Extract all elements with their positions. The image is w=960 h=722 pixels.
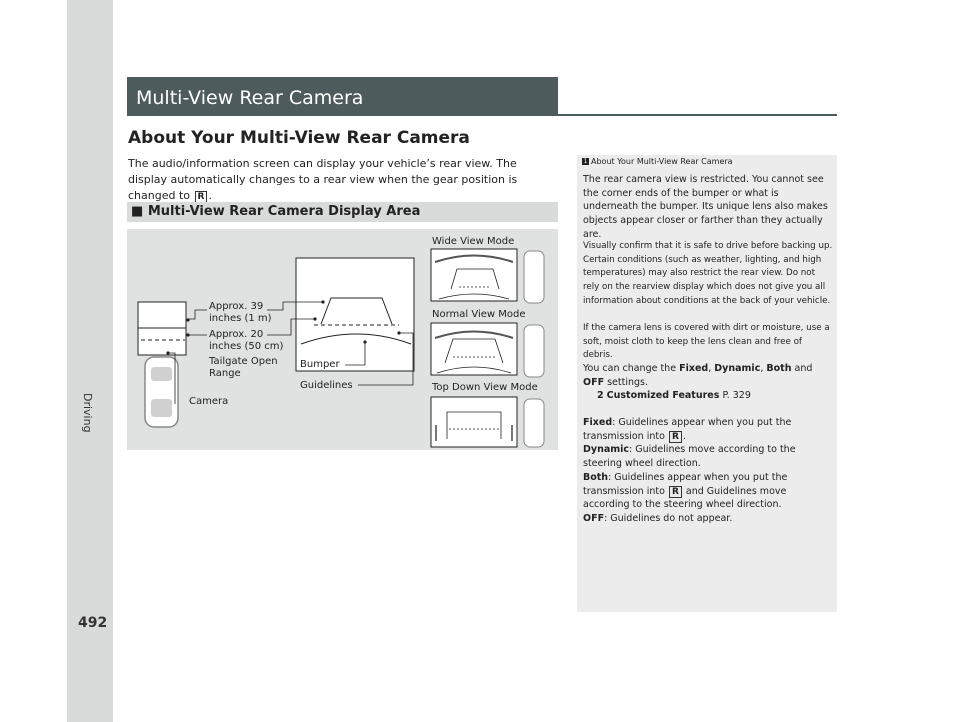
wide-view-thumbnail — [431, 249, 517, 301]
def-term: Both — [583, 471, 609, 483]
page-number: 492 — [78, 615, 108, 631]
cross-reference[interactable] — [583, 389, 833, 403]
note-restricted-view: The rear camera view is restricted. You cannot see the corner ends of the bumper or what is underneath the bumper. Its unique lens also makes objects appear closer or farther than they actually are. — [583, 174, 828, 240]
bumper-label: Bumper — [300, 359, 340, 370]
camera-label: Camera — [189, 396, 229, 407]
settings-text-end: settings. — [607, 376, 648, 388]
label-line: inches (50 cm) — [209, 341, 284, 352]
info-square-icon: 1 — [583, 158, 588, 165]
comma: , — [760, 363, 764, 374]
def-text: : Guidelines do not appear. — [604, 512, 733, 524]
label-line: Tailgate Open — [209, 356, 278, 367]
intro-end: . — [208, 189, 212, 202]
approx-39-label — [209, 301, 272, 325]
intro-paragraph — [128, 156, 558, 204]
gear-r-key: R — [669, 486, 682, 498]
small-vehicle-icons — [524, 251, 544, 447]
top-down-view-thumbnail — [431, 397, 517, 447]
title-rule — [127, 114, 837, 116]
note-visual-confirm: Visually confirm that it is safe to drive before backing up. Certain conditions (such as weather, lighting, and high temperatures) may also restrict the rear view. Do not rely on the rearview display which does not give you all information about conditions at the back of your vehicle. — [583, 241, 833, 306]
def-text: : Guidelines move according to the steering wheel direction. — [583, 444, 796, 470]
label-line: inches (1 m) — [209, 313, 272, 324]
approx-20-label — [209, 329, 283, 353]
gear-r-key: R — [669, 431, 682, 443]
dynamic-term: Dynamic — [714, 363, 761, 374]
def-text: and Guidelines move according to the steering wheel direction. — [583, 485, 787, 511]
off-term: OFF — [583, 376, 605, 388]
top-down-view-label: Top Down View Mode — [432, 382, 538, 393]
settings-text: You can change the — [583, 363, 677, 374]
intro-text: The audio/information screen can display your vehicle’s rear view. The display automatically changes to a rear view when the gear position is changed to — [128, 157, 518, 202]
def-dynamic — [583, 443, 833, 470]
normal-view-label: Normal View Mode — [432, 309, 526, 320]
notes-heading — [582, 157, 733, 166]
guidelines-label: Guidelines — [300, 380, 353, 391]
def-term: Dynamic — [583, 444, 630, 456]
vehicle-top-view — [145, 357, 178, 427]
def-text: : Guidelines appear when you put the transmission into — [583, 471, 788, 497]
section-tab-bar — [67, 0, 113, 722]
subheading-marker: ■ — [131, 204, 144, 219]
def-term: Fixed — [583, 417, 613, 428]
note-clean-lens: If the camera lens is covered with dirt or moisture, use a soft, moist cloth to keep the lens clean and free of debris. — [583, 323, 830, 361]
wide-view-label: Wide View Mode — [432, 236, 515, 247]
reference-icon: 2 — [597, 390, 604, 402]
normal-view-thumbnail — [431, 323, 517, 375]
reference-link[interactable]: Customized Features — [606, 390, 720, 402]
def-off — [583, 512, 833, 526]
reference-page: P. 329 — [722, 390, 751, 402]
camera-screen — [296, 258, 414, 371]
def-text: : Guidelines appear when you put the transmission into — [583, 417, 792, 442]
and-text: and — [794, 363, 813, 374]
gear-r-key: R — [195, 191, 208, 203]
section-label: Driving — [81, 393, 94, 433]
fixed-term: Fixed — [679, 363, 709, 374]
label-line: Approx. 20 — [209, 329, 264, 340]
subheading-text: Multi-View Rear Camera Display Area — [147, 204, 421, 219]
def-fixed — [583, 416, 833, 443]
setting-definitions — [583, 416, 833, 526]
note-settings — [583, 362, 833, 403]
label-line: Range — [209, 368, 241, 379]
def-text: . — [682, 430, 686, 442]
camera-diagram — [127, 229, 558, 450]
notes-heading-text: About Your Multi-View Rear Camera — [591, 157, 733, 166]
camera-display-figure — [127, 229, 558, 450]
subheading — [131, 204, 420, 219]
label-line: Approx. 39 — [209, 301, 264, 312]
section-heading: About Your Multi-View Rear Camera — [128, 128, 470, 148]
def-term: OFF — [583, 512, 605, 524]
comma: , — [708, 363, 712, 374]
page-title: Multi-View Rear Camera — [136, 87, 364, 109]
tailgate-range-label — [209, 356, 278, 380]
both-term: Both — [766, 363, 792, 374]
def-both — [583, 471, 833, 512]
